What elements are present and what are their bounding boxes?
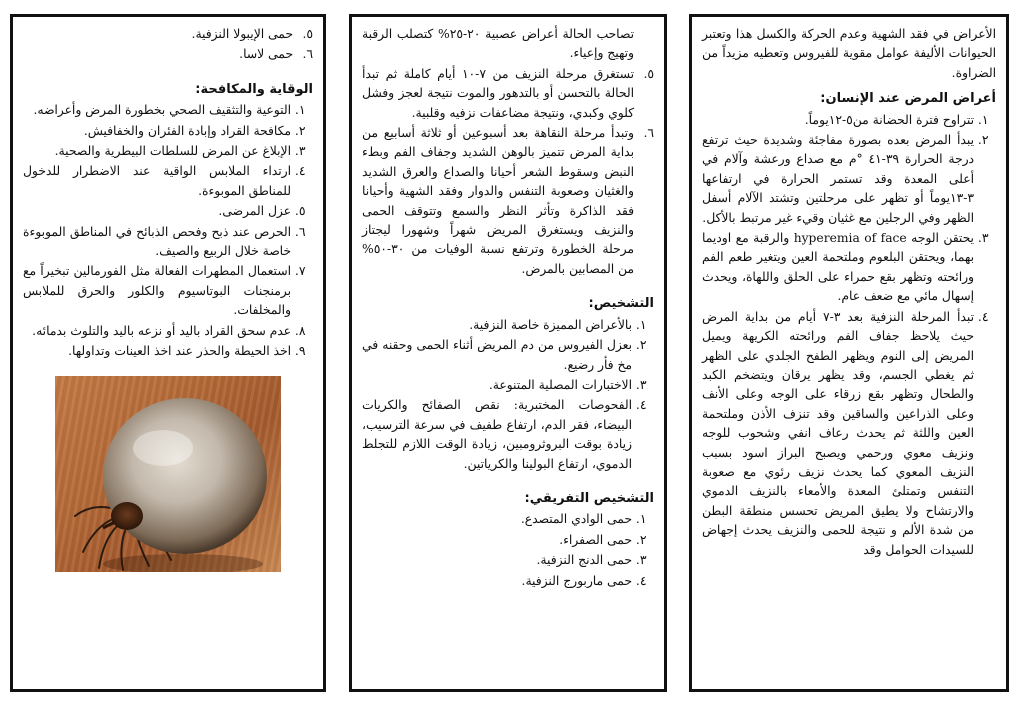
diagnosis-heading: التشخيص: (588, 296, 654, 312)
middle-continued-list (362, 25, 654, 279)
list-item: 3. الاختبارات المصلية المتنوعة. (362, 376, 632, 395)
symptoms-list (702, 111, 996, 560)
list-item (362, 124, 654, 279)
list-item: 1. حمى الوادي المتصدع. (362, 510, 632, 529)
differential-list (362, 510, 654, 591)
panel-middle (349, 14, 667, 692)
item-text: تصاحب الحالة أعراض عصبية ٢٠-٢٥% كتصلب الرقبة وتهيج وإعياء. (362, 27, 634, 61)
item-number: ٥. (643, 66, 654, 81)
prevention-heading: الوقاية والمكافحة: (195, 81, 313, 97)
item-number (640, 25, 654, 64)
left-continued-list (23, 25, 313, 65)
prevention-list (23, 101, 313, 361)
list-item: 4. حمى ماربورج النزفية. (362, 572, 632, 591)
intro-text: الأعراض في فقد الشهية وعدم الحركة والكسل هذا وتعتبر الحيوانات الأليفة عوامل مقوية للفيروس وتعطيه مزيداً من الضراوة. (702, 27, 996, 80)
list-item: 5. عزل المرضى. (23, 202, 291, 221)
list-item: 2. حمى الصفراء. (362, 531, 632, 550)
tick-photo (55, 376, 281, 572)
differential-heading: التشخيص التفريقي: (524, 490, 654, 506)
list-item: 6. الحرص عند ذبح وفحص الذبائح في المناطق الموبوءة خاصة خلال الربيع والصيف. (23, 223, 291, 262)
list-item: 1. تتراوح فترة الحضانة من٥-١٢يوماً. (702, 111, 974, 130)
item-text: حمى لاسا. (239, 47, 293, 62)
item-number: ٦. (302, 47, 313, 62)
item-number: ٥. (302, 27, 313, 41)
list-item: 2. مكافحة القراد وإبادة الفئران والخفافيش. (23, 122, 291, 141)
item-number: ٦. (643, 126, 654, 141)
list-item: 1. التوعية والتثقيف الصحي بخطورة المرض وأعراضه. (23, 101, 291, 120)
item-text: وتبدأ مرحلة النقاهة بعد أسبوعين أو ثلاثة أسابيع من بداية المرض تتميز بالوهن الشديد وجفاف الفم وبطء النبض وسقوط الشعر أحيانا والصداع والعرق الشديد والغثيان وصعوبة التنفس والدوار وفقد الشهية وأحيانا فقد الذاكرة وتأثر النظر والسمع وتتوقف الحمى والنزيف ويستغرق المريض شهراً وشهورا ليجتاز مرحلة الخطورة وترتفع نسبة الوفيات من ٣٠-٥٠% من المصابين بالمرض. (362, 126, 634, 276)
list-item: 3. الإبلاغ عن المرض للسلطات البيطرية والصحية. (23, 142, 291, 161)
list-item (23, 45, 313, 64)
item-text: حمى الإيبولا النزفية. (191, 27, 293, 41)
list-item (362, 65, 654, 123)
list-item: 8. عدم سحق القراد باليد أو نزعه باليد والتلوث بدمائه. (23, 322, 291, 341)
list-item: 3. حمى الدنج النزفية. (362, 551, 632, 570)
list-item: 2. بعزل الفيروس من دم المريض أثناء الحمى وحقنه في مخ فأر رضيع. (362, 336, 632, 375)
tick-icon (55, 376, 281, 572)
list-item (23, 25, 313, 44)
list-item: 1. بالأعراض المميزة خاصة النزفية. (362, 316, 632, 335)
item-text: تستغرق مرحلة النزيف من ٧-١٠ أيام كاملة ثم تبدأ الحالة بالتحسن أو بالتدهور والموت نتيجة لعجز وفشل كلوي وكبدي، ونتيجة مضاعفات نزفيه وقلبية. (362, 66, 634, 120)
list-item: 3. يحتقن الوجه hyperemia of face والرقبة مع اوديما بهما، ويحتقن البلعوم وملتحمة العين ويتغير طعم الفم ورائحته وتظهر بقع حمراء على الحلق واللهاة، ويحدث إسهال مائي مع ضعف عام. (702, 229, 974, 307)
list-item: 2. يبدأ المرض بعده بصورة مفاجئة وشديدة حيث ترتفع درجة الحرارة ٣٩-٤١ °م مع صداع ورعشة وآلام في أعلى المعدة وقد تستمر الحرارة في ارتفاعها ٣-١٣يوماً أو تظهر على مرحلتين وتشتد الآلام أسفل الظهر وفي الرجلين مع غثيان وقيء غير مرتبط بالأكل. (702, 131, 974, 228)
list-item: 4. تبدأ المرحلة النزفية بعد ٣-٧ أيام من بداية المرض حيث يلاحظ جفاف الفم ورائحته الكريهة ويميل المريض إلى النوم ويظهر الطفح الجلدي على الظهر ثم يغطي الجسم، وقد يظهر يرقان ويتضخم الكبد والطحال وتظهر بقع زرقاء على الوجه وعلى الأنف وعلى الذراعين والساقين وقد تنزف الأذن وملتحمة العين واللثة ثم يحدث رعاف انفي وشحوب للوجه ونزيف معوي ورحمي ويصبح البراز اسود بسبب النزيف المعوي كما يحدث نزيف رئوي مع صعوبة التنفس وتمتلئ المعدة والأمعاء بالنزيف الدموي والارتشاح ولا يطيق المريض تحسس منطقة البطن من شدة الألم و نتيجة للحمى والنزيف يحدث إجهاض للسيدات الحوامل وقد (702, 308, 974, 560)
list-item: 9. اخذ الحيطة والحذر عند اخذ العينات وتداولها. (23, 342, 291, 361)
panel-right (689, 14, 1009, 692)
list-item: 4. ارتداء الملابس الواقية عند الاضطرار للدخول للمناطق الموبوءة. (23, 162, 291, 201)
diagnosis-list (362, 316, 654, 474)
list-item: 7. استعمال المطهرات الفعالة مثل الفورمالين تبخيراً مع برمنجنات البوتاسيوم والكلور والحرق للملابس والمخلفات. (23, 262, 291, 320)
panel-left (10, 14, 326, 692)
list-item (362, 25, 654, 64)
list-item: 4. الفحوصات المختبرية: نقص الصفائح والكريات البيضاء، فقر الدم، ارتفاع طفيف في سرعة الترسيب، زيادة بوقت البروثرومبين، زيادة الوقت اللازم للتجلط الدموي، ارتفاع البولينا والكرياتين. (362, 396, 632, 474)
symptoms-heading: أعراض المرض عند الإنسان: (820, 91, 996, 107)
